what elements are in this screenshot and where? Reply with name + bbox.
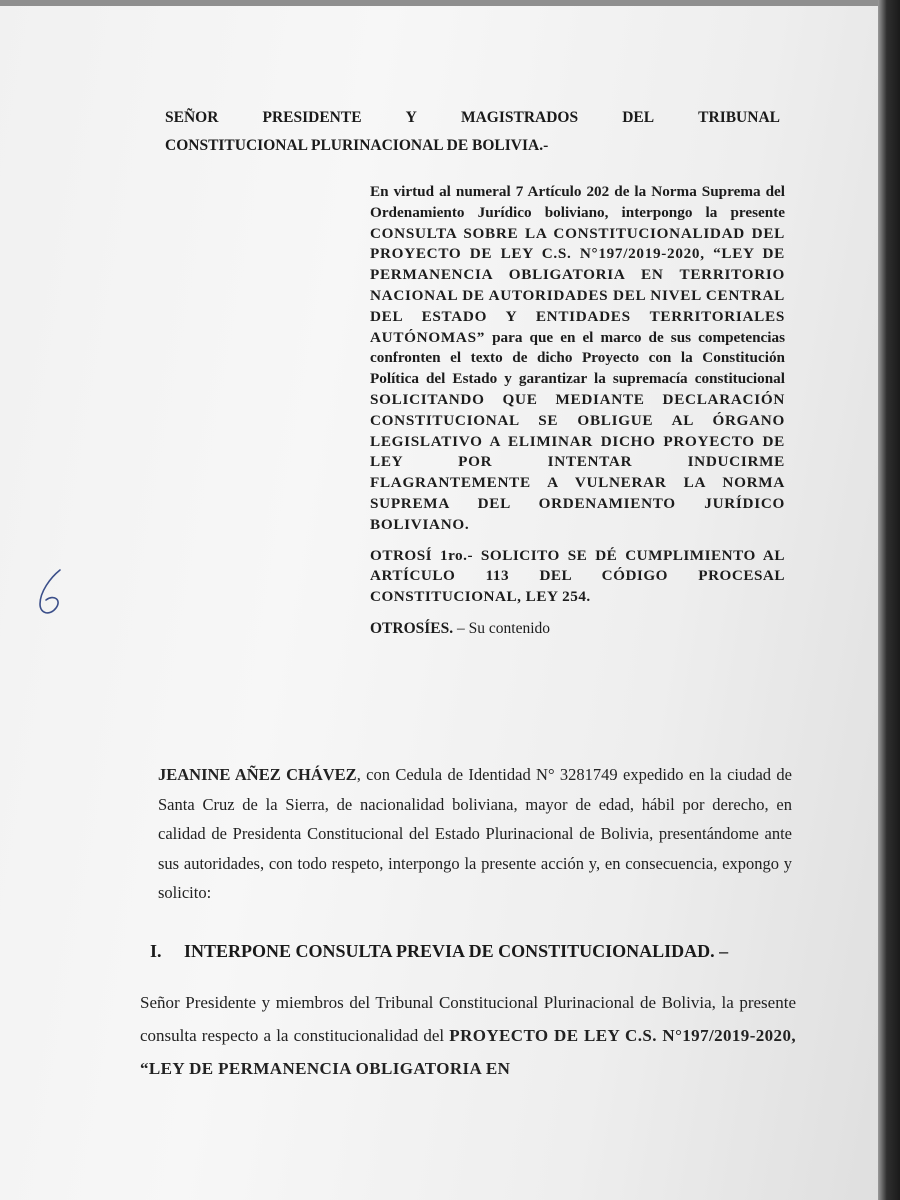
salutation-word: TRIBUNAL [698, 109, 780, 126]
otrosies-text: – Su contenido [453, 619, 551, 637]
section-number: I. [150, 941, 162, 961]
page-edge-shadow [878, 0, 900, 1200]
salutation-line-2: CONSTITUCIONAL PLURINACIONAL DE BOLIVIA.- [165, 137, 549, 154]
section-heading [150, 941, 790, 962]
salutation-word: MAGISTRADOS [460, 109, 579, 126]
sumilla-solicitando-caps: SOLICITANDO QUE MEDIANTE DECLARACIÓN CONSTITUCIONAL SE OBLIGUE AL ÓRGANO LEGISLATIVO A ELIMINAR DICHO PROYECTO DE LEY POR INTENTAR INDUCIRME FLAGRANTEMENTE A VULNERAR LA NORMA SUPREMA DEL ORDENAMIENTO JURÍDICO BOLIVIANO. [370, 390, 785, 533]
salutation-word: PRESIDENTE [262, 109, 362, 126]
petitioner-name: JEANINE AÑEZ CHÁVEZ [158, 765, 357, 784]
salutation-line-1 [165, 104, 780, 132]
handwritten-margin-mark [32, 566, 72, 618]
intro-text: , con Cedula de Identidad N° 3281749 expedido en la ciudad de Santa Cruz de la Sierra, de nacionalidad boliviana, mayor de edad, hábil por derecho, en calidad de Presidenta Constitucional del Estado Plurinacional de Bolivia, presentándome ante sus autoridades, con todo respeto, interpongo la presente acción y, en consecuencia, expongo y solicito: [158, 765, 792, 902]
section-body-text: Señor Presidente y miembros del Tribunal Constitucional Plurinacional de Bolivia, la presente consulta respecto a la constitucionalidad del [140, 993, 796, 1045]
otrosi-paragraph: OTROSÍ 1ro.- SOLICITO SE DÉ CUMPLIMIENTO AL ARTÍCULO 113 DEL CÓDIGO PROCESAL CONSTITUCIONAL, LEY 254. [370, 546, 785, 606]
otrosies-line [370, 620, 785, 638]
salutation-heading [165, 104, 780, 160]
section-body-bold: PROYECTO DE LEY C.S. N°197/2019-2020, “LEY DE PERMANENCIA OBLIGATORIA EN [140, 1026, 796, 1078]
intro-paragraph [158, 760, 792, 908]
salutation-word: Y [405, 109, 417, 126]
sumilla-consulta-caps: CONSULTA SOBRE LA CONSTITUCIONALIDAD DEL PROYECTO DE LEY C.S. N°197/2019-2020, “LEY DE PERMANENCIA OBLIGATORIA EN TERRITORIO NACIONAL DE AUTORIDADES DEL NIVEL CENTRAL DEL ESTADO Y ENTIDADES TERRITORIALES AUTÓNOMAS” [370, 224, 785, 346]
salutation-word: DEL [622, 109, 655, 126]
section-title: INTERPONE CONSULTA PREVIA DE CONSTITUCIONALIDAD. – [184, 941, 729, 961]
section-body-paragraph [140, 986, 796, 1085]
salutation-word: SEÑOR [165, 109, 219, 126]
otrosies-label: OTROSÍES. [370, 619, 454, 637]
sumilla-block [370, 182, 785, 638]
page-top-shadow [0, 0, 900, 6]
sumilla-text [370, 182, 785, 536]
sumilla-middle: para que en el marco de sus competencias confronten el texto de dicho Proyecto con la Constitución Política del Estado y garantizar la supremacía constitucional [370, 328, 786, 388]
sumilla-intro: En virtud al numeral 7 Artículo 202 de la Norma Suprema del Ordenamiento Jurídico boliviano, interpongo la presente [370, 183, 785, 221]
